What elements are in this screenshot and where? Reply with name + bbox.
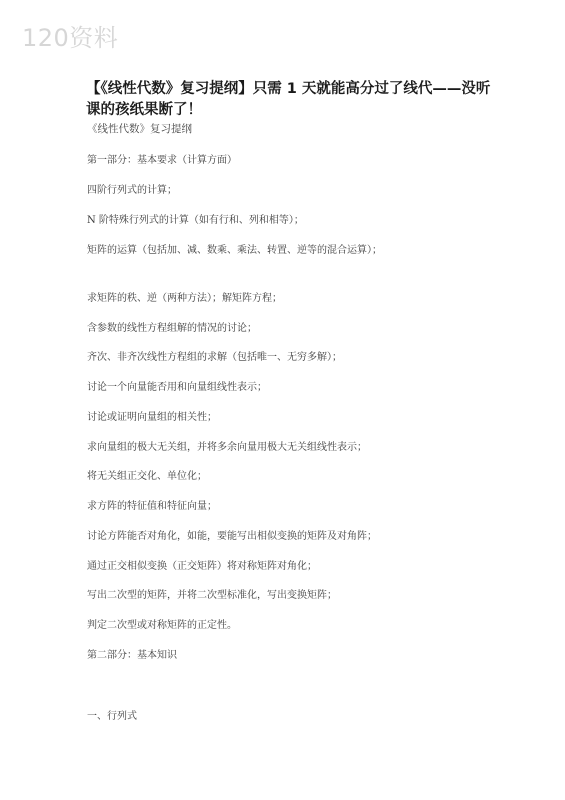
document-title: 【《线性代数》复习提纲】只需 1 天就能高分过了线代——没听课的孩纸果断了！	[86, 81, 491, 118]
requirement-item: 齐次、非齐次线性方程组的求解（包括唯一、无穷多解）；	[87, 352, 342, 363]
requirement-item: 求矩阵的秩、逆（两种方法）；解矩阵方程；	[87, 293, 282, 304]
requirement-item: 通过正交相似变换（正交矩阵）将对称矩阵对角化；	[87, 561, 317, 572]
subsection-heading: 一、行列式	[87, 711, 137, 722]
requirement-item: 矩阵的运算（包括加、减、数乘、乘法、转置、逆等的混合运算）；	[87, 245, 382, 256]
requirement-item: 判定二次型或对称矩阵的正定性。	[87, 620, 237, 631]
requirement-item: 求向量组的极大无关组，并将多余向量用极大无关组线性表示；	[87, 442, 367, 453]
requirement-item: 讨论或证明向量组的相关性；	[87, 412, 217, 423]
requirement-item: 将无关组正交化、单位化；	[87, 471, 207, 482]
requirement-item: 讨论一个向量能否用和向量组线性表示；	[87, 382, 267, 393]
requirement-item: N 阶特殊行列式的计算（如有行和、列和相等）；	[87, 215, 304, 226]
requirement-item: 四阶行列式的计算；	[87, 185, 177, 196]
watermark-logo: 120资料	[22, 24, 119, 52]
section-heading-part2: 第二部分：基本知识	[87, 650, 177, 661]
section-heading-part1: 第一部分：基本要求（计算方面）	[87, 155, 237, 166]
requirement-item: 求方阵的特征值和特征向量；	[87, 501, 217, 512]
document-subtitle: 《线性代数》复习提纲	[87, 123, 192, 135]
requirement-item: 写出二次型的矩阵，并将二次型标准化，写出变换矩阵；	[87, 590, 337, 601]
requirement-item: 含参数的线性方程组解的情况的讨论；	[87, 323, 257, 334]
requirement-item: 讨论方阵能否对角化，如能，要能写出相似变换的矩阵及对角阵；	[87, 531, 377, 542]
